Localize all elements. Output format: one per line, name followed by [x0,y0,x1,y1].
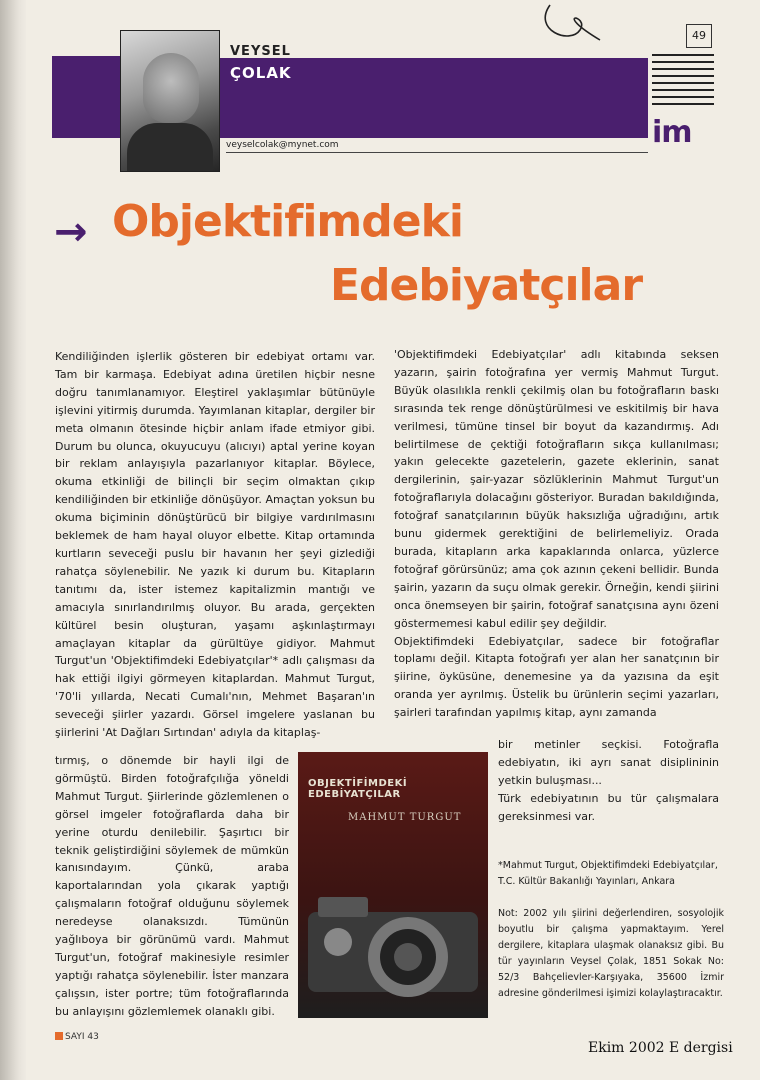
article-title-line2: Edebiyatçılar [330,260,643,311]
left-column-text: Kendiliğinden işlerlik gösteren bir edebiyat ortamı var. Tam bir karmaşa. Edebiyat adına üretilen hiçbir nesne doğru tanımlanamıyor. Eleştirel yaklaşımlar bütünüyle işlevini yitirmiş durumda. Yayımlanan kitaplar, dergiler bir meta olmanın ötesinde hiçbir anlam ifade etmiyor gibi. Durum bu olunca, okuyucuyu (alıcıyı) aptal yerine koyan bir reklam anlayışıyla pazarlanıyor kitaplar. Böylece, okuma etkinliği de bilinçli bir seçim olmaktan çıkıp kendiliğinden bir etkinliğe dönüşüyor. Amaçtan yoksun bu okuma biçiminin dönüştürücü bir bilgiye vardırılmasını beklemek de ham hayal oluyor elbette. Kitap ortamında kurtların seveceği puslu bir havanın her şeyi gizlediği rahatça söylenebilir. Ne yazık ki durum bu. Kitapların tanıtımı da, ister istemez kapitalizmin mantığı ve amacıyla sınırlandırılmış oluyor. Bu arada, gerçekten kültürel besin oluşturan, yaşamı aşkınlaştırmayı amaçlayan kitaplar da gürültüye gidiyor. Mahmut Turgut'un 'Objektifimdeki Edebiyatçılar'* adlı çalışması da hak ettiği ilgiyi görmeyen kitaplardan. Mahmut Turgut, '70'li yıllarda, Necati Cumalı'nın, Mehmet Başaran'ın seveceği şiirler yazardı. Görsel imgelere yaslanan bu şiirlerini 'At Dağları Sırtından' adıyla da kitaplaş- [55,350,375,740]
author-note: Not: 2002 yılı şiirini değerlendiren, sosyolojik boyutlu bir çalışma yapmaktayım. Yerel dergilere, kitaplara ulaşmak olanaksız gibi. Bu tür yayınların Veysel Çolak, 1851 Sokak No: 52/3 Bahçelievler-Karşıyaka, 35600 İzmir adresine gönderilmesi işimizi kolaylaştıracaktır. [498,908,724,999]
issue-text: SAYI 43 [65,1032,99,1042]
left-narrow-text: tırmış, o dönemde bir hayli ilgi de görmüştü. Birden fotoğrafçılığa yöneldi Mahmut Turgut. Şiirlerinde gözlemlenen o görsel imgeler fotoğraflarda daha bir yerine oturdu denilebilir. Şaşırtıcı bir teknik geliştirdiğini söylemek de mümkün kanısındayım. Çünkü, araba kaportalarından yola çıkarak yaptığı çalışmaların fotoğraf olduğunu söylemek neredeyse olanaksızdı. Tümünün yağlıboya bir görünümü vardı. Mahmut Turgut'un, fotoğraf makinesiyle resimler yaptığı rahatça söylenebilir. İster manzara çalışsın, ister portre; tüm fotoğraflarında bu anlayışını gözlemlemek olanaklı gibi. [55,754,289,1018]
author-email: veyselcolak@mynet.com [226,140,339,150]
article-title-line1: Objektifimdeki [112,196,463,247]
right-column-text-2: Objektifimdeki Edebiyatçılar, sadece bir fotoğraflar toplamı değil. Kitapta fotoğrafı yer alan her sanatçının bir şiirine, öyküsüne, denemesine ya da yazısına da eşit oranda yer ayrılmış. Üstelik bu ürünlerin seçimi yazarları, şairleri tarafından yapılmış kitap, aynı zamanda [394,634,719,720]
author-photo-head [143,53,199,123]
book-cover-image [298,752,488,1018]
section-mark: im [652,115,692,150]
right-narrow-text: bir metinler seçkisi. Fotoğrafla edebiyatın, iki ayrı sanat disiplininin yetkin buluşması... [498,738,719,787]
book-cover-author: MAHMUT TURGUT [348,812,462,823]
handwritten-scribble [530,0,610,50]
page-number: 49 [686,24,712,48]
article-right-narrow-column [498,736,719,826]
article-left-column [55,348,375,742]
author-last-name: ÇOLAK [230,64,292,82]
issue-logo-icon [55,1032,63,1040]
header-rule-lines [652,54,714,110]
page-gutter-shadow [0,0,26,1080]
article-left-narrow-column [55,752,289,1021]
article-right-column [394,346,719,722]
title-arrow-icon: → [54,209,88,255]
scan-caption: Ekim 2002 E dergisi [588,1040,733,1056]
camera-icon [298,872,488,1018]
footnote: *Mahmut Turgut, Objektifimdeki Edebiyatçılar, T.C. Kültür Bakanlığı Yayınları, Ankara [498,860,718,887]
book-cover-title: OBJEKTİFİMDEKİ EDEBİYATÇILAR [308,778,408,800]
right-column-text: 'Objektifimdeki Edebiyatçılar' adlı kitabında seksen yazarın, şairin fotoğrafına yer vermiş Mahmut Turgut. Büyük olasılıkla renkli çekilmiş olan bu fotoğrafların baskı sırasında tek renge dönüştürülmesi ve eskitilmiş bir hava verilmesi, tümüne tinsel bir boyut da kazandırmış. Adı belirtilmese de çektiği fotoğrafların sıkça kullanılması; yakın gelecekte gazetelerin, gazete eklerinin, sanat dergilerinin, şair-yazar sözlüklerinin Mahmut Turgut'un fotoğraflarıyla dolacağını gösteriyor. Buradan bakıldığında, fotoğraf sanatçılarının büyük haksızlığa uğradığını, artık bunu gidermek gerektiğini de belirlemeliyiz. Orada burada, kitapların arka kapaklarında onlarca, yüzlerce fotoğraf görürsünüz; ama çok azının çekeni bellidir. Bunda şairin, yazarın da suçu olmak gerekir. Örneğin, kendi şiirini onca önemseyen bir şairin, fotoğraf sanatçısına aynı özeni göstermemesi kabul edilir şey değildir. [394,348,719,630]
right-narrow-text-2: Türk edebiyatının bu tür çalışmalara gereksinmesi var. [498,791,719,823]
author-photo [120,30,220,172]
email-underline [226,152,648,153]
issue-label [55,1032,99,1042]
author-photo-body [127,123,213,171]
author-first-name: VEYSEL [230,44,291,59]
